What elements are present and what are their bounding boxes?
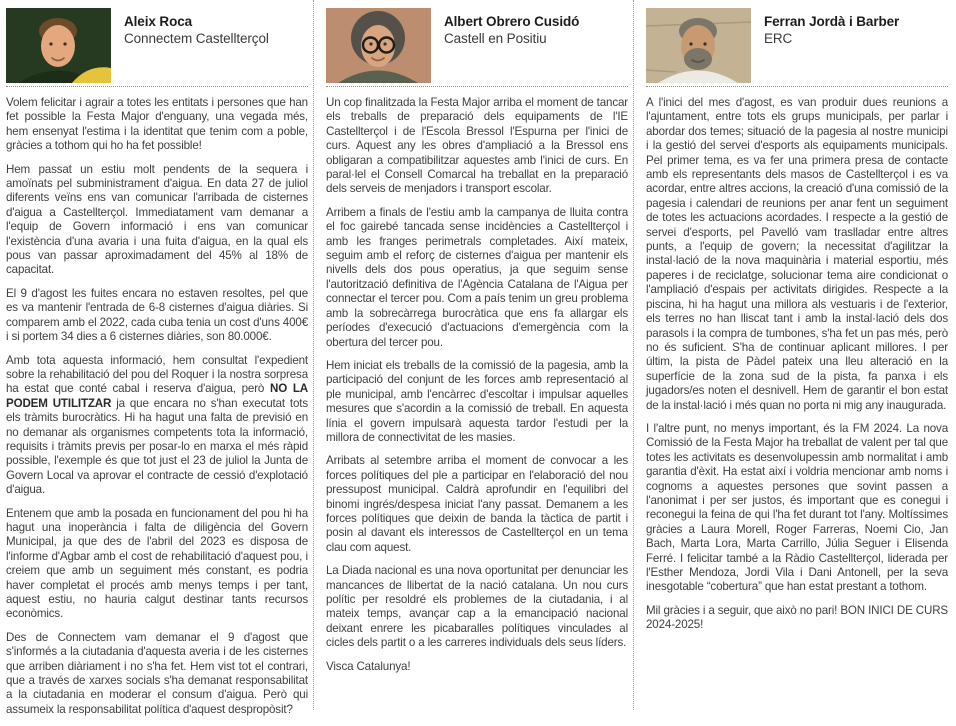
author-block: [764, 8, 899, 47]
paragraph: Hem iniciat els treballs de la comissió de la pagesia, amb la participació del conjunt de les forces amb representació al ple municipal, amb l'encàrrec d'escoltar i impulsar aquelles mesures que s'acordin a la comissió de treball. En aquesta línia el govern impulsarà aquesta tardor l'estudi per la millora de connectivitat de les masies.: [326, 358, 628, 444]
column-header: [326, 8, 628, 83]
paragraph: La Diada nacional es una nova oportunitat per denunciar les mancances de llibertat de la nació catalana. Un nou curs polític per resoldré els problemes de la ciutadania, i al mateix temps, avançar cap a la emancipació nacional deixant enrere les picabaralles polítiques vinculades al cicles dels partit o a les carreres individuals dels seus líders.: [326, 564, 628, 650]
author-name: Aleix Roca: [124, 14, 193, 29]
column-body: [646, 96, 948, 633]
paragraph: I l'altre punt, no menys important, és la FM 2024. La nova Comissió de la Festa Major ha treballat de valent per tal que totes les activitats es desenvolupessin amb normalitat i amb garantia d'èxit. Ha estat així i voldria mencionar amb noms i cognoms a aquestes persones que sovint passen a l'anonimat i per ser justos, és important que es conegui i reconegui la feina de qui l'ha fet durant tot l'any. Moltíssimes gràcies a Laura Morell, Roger Farreras, Noemi Cio, Jan Bach, Marta Lora, Marta Carrillo, Júlia Seguer i Elisenda Ferré. I felicitar també a la Ràdio Castellterçol, liderada per l'Esther Mendoza, Jordi Vila i Dani Antonell, per la seva inesgotable “cobertura” que han estat prestant a tothom.: [646, 421, 948, 594]
paragraph: Hem passat un estiu molt pendents de la sequera i amoïnats pel subministrament d'aigua. En data 27 de juliol diferents veïns ens van comunicar l'arribada de cisternes d'aigua a Castellterçol. Immediatament vam demanar a l'equip de Govern informació i ens van comunicar l'existència d'una avaria i una fuita d'aigua, en la qual els pous van passar aproximadament del 45% al 18% de capacitat.: [6, 162, 308, 277]
paragraph: Arribem a finals de l'estiu amb la campanya de lluita contra el foc gairebé tancada sense incidències a Castellterçol i amb les franges perimetrals completades. Així mateix, seguim amb el reforç de cisternes d'aigua per mantenir els nivells dels dos pous operatius, ja que seguim sense l'autorització definitiva de l'Agència Catalana de l'Aigua per connectar el tercer pou. Com a país tenim un greu problema amb la sobrecàrrega burocràtica que ens fa allargar els períodes d'execució d'actuacions d'emergència com la obertura del tercer pou.: [326, 205, 628, 349]
author-party: Castell en Positiu: [444, 31, 547, 46]
author-name: Albert Obrero Cusidó: [444, 14, 580, 29]
paragraph: Visca Catalunya!: [326, 659, 411, 673]
paragraph: Des de Connectem vam demanar el 9 d'agost que s'informés a la ciutadania d'aquesta averia i de les cisternes que arriben diàriament i no s'ha fet. Hem vist tot el contrari, que a través de xarxes socials s'ha demanat responsabilitat a la ciutadania en moderar el consum d'aigua. Però qui assumeix la responsabilitat política d'aquest despropòsit?: [6, 630, 308, 716]
header-divider: [6, 86, 308, 87]
column-3: [646, 8, 948, 726]
paragraph: Un cop finalitzada la Festa Major arriba el moment de tancar els treballs de preparació dels equipaments de l'IE Castellterçol i de l'Escola Bressol l'Espurna per l'inici de curs. Aquest any les obres d'ampliació a la Bressol ens obligaran a compatibilitzar aquestes amb l'inici de curs. En paral·lel el Consell Comarcal ha treballat en la preparació dels serveis de menjadors i transport escolar.: [326, 96, 628, 196]
column-header: [6, 8, 308, 83]
paragraph: El 9 d'agost les fuites encara no estaven resoltes, pel que es va mantenir l'entrada de 6-8 cisternes d'aigua diàries. Si comparem amb el 2022, cada cuba tenia un cost d'uns 400€ i si portem 34 dies a 6 cisternes diàries, son 80.000€.: [6, 286, 308, 344]
author-name: Ferran Jordà i Barber: [764, 14, 900, 29]
paragraph: Amb tota aquesta informació, hem consultat l'expedient sobre la rehabilitació del pou del Roquer i la nostra sorpresa ha estat que conté cabal i reserva d'aigua, però NO LA PODEM UTILITZAR ja que encara no s'han executat tots els tràmits burocràtics. Hi ha hagut una falta de previsió en no demanar als organismes competents tota la informació, requisits i tràmits previs per posar-lo en marxa el més ràpid possible, l'exemple és que tot just el 23 de juliol la Junta de Govern Local va aprovar el contracte de cessió d'explotació d'aigua.: [6, 353, 308, 497]
paragraph: Mil gràcies i a seguir, que això no pari! BON INICI DE CURS 2024-2025!: [646, 603, 948, 632]
author-party: Connectem Castellterçol: [124, 31, 269, 46]
header-divider: [646, 86, 948, 87]
author-photo: [6, 8, 111, 83]
paragraph: Volem felicitar i agrair a totes les entitats i persones que han fet possible la Festa Major d'enguany, una vegada més, hem ensenyat l'estima i la identitat que tenim com a poble, gràcies a tothom qui ho ha fet possible!: [6, 96, 308, 153]
paragraph: Entenem que amb la posada en funcionament del pou hi ha hagut una inoperància i falta de diligència del Govern Municipal, ja que des de l'abril del 2023 es disposa de l'informe d'Agbar amb el cost de rehabilitació d'aquest pou, i creiem que amb un seguiment més constant, es podria haver completat el procés amb menys temps i per tant, aquest estiu, no hauria calgut destinar tants recursos econòmics.: [6, 506, 308, 621]
author-block: [124, 8, 269, 47]
bold-emphasis: NO LA PODEM UTILITZAR: [6, 382, 308, 410]
column-body: [6, 96, 308, 717]
paragraph: Arribats al setembre arriba el moment de convocar a les forces polítiques del ple a participar en l'elaboració del nou pressupost municipal. Caldrà aprofundir en l'equilibri del binomi ingrés/despesa iniciat l'any passat. Demanem a les forces polítiques que deixin de banda la tàctica de partit i posin al davant els interessos de Castellterçol en un tema clau com aquest.: [326, 454, 628, 554]
author-party: ERC: [764, 31, 793, 46]
column-1: [6, 8, 308, 726]
column-divider-1: [313, 0, 314, 710]
author-block: [444, 8, 579, 47]
author-photo: [646, 8, 751, 83]
column-divider-2: [633, 0, 634, 710]
column-2: [326, 8, 628, 726]
column-header: [646, 8, 948, 83]
column-body: [326, 96, 628, 674]
header-divider: [326, 86, 628, 87]
author-photo: [326, 8, 431, 83]
paragraph: A l'inici del mes d'agost, es van produir dues reunions a l'ajuntament, entre tots els grups municipals, per parlar i abordar dos temes; situació de la pagesia al nostre municipi i la gestió del servei d'esports als equipaments municipals. Pel primer tema, es va fer una primera presa de contacte amb els representants dels masos de Castellterçol i es va acordar, entre altres accions, la creació d'una comissió de la pagesia i calendari de reunions per anar fent un seguiment de totes les actuacions acordades. I respecte a la gestió de servei d'esports, pel Pavelló vam traslladar entre altres punts, a l'equip de govern; la necessitat d'agilitzar la instal·lació de la nova maquinària i material esportiu, més paperes i de reciclatge, solucionar tema aire condicionat o l'ampliació d'espais per activitats dirigides. Respecte a la piscina, hi ha hagut una millora als vestuaris i de l'exterior, els terres no han lliscat tant i amb la instal·lació dels dos parasols i la compra de tumbones, s'ha fet un pas més, però no és suficient. S'ha de continuar aplicant millores. I per últim, la pista de Pàdel pateix una lleu alteració en la superfície de la zona sud de la pista, fa panxa i els jugadors/es noten el desnivell. Hem de garantir el bon estat de la instal·lació i més quan no porta ni mig any inaugurada.: [646, 96, 948, 412]
